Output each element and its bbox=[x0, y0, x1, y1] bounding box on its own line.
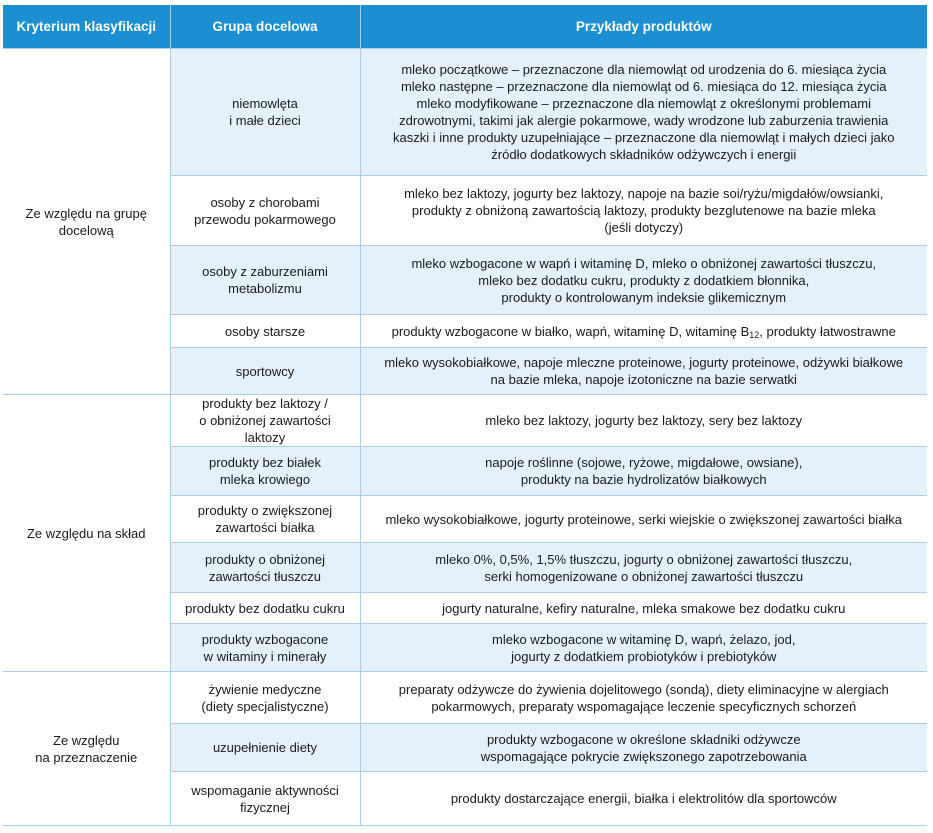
target-group-cell: osoby starsze bbox=[170, 315, 360, 348]
criterion-cell: Ze względu na przeznaczenie bbox=[3, 672, 170, 826]
criterion-cell: Ze względu na grupę docelową bbox=[3, 49, 170, 395]
target-group-cell: sportowcy bbox=[170, 348, 360, 395]
table-row bbox=[3, 672, 927, 724]
header-target-group: Grupa docelowa bbox=[170, 5, 360, 49]
examples-cell: napoje roślinne (sojowe, ryżowe, migdałowe, owsiane), produkty na bazie hydrolizatów białkowych bbox=[360, 447, 927, 496]
examples-cell: mleko wzbogacone w witaminę D, wapń, żelazo, jod, jogurty z dodatkiem probiotyków i prebiotyków bbox=[360, 624, 927, 672]
table-row bbox=[3, 395, 927, 447]
target-group-cell: produkty bez białek mleka krowiego bbox=[170, 447, 360, 496]
classification-table bbox=[3, 5, 927, 826]
target-group-cell: produkty o obniżonej zawartości tłuszczu bbox=[170, 543, 360, 593]
table-row bbox=[3, 49, 927, 176]
criterion-cell: Ze względu na skład bbox=[3, 395, 170, 672]
examples-text: produkty wzbogacone w białko, wapń, witaminę D, witaminę B bbox=[391, 323, 750, 339]
target-group-cell: produkty o zwiększonej zawartości białka bbox=[170, 496, 360, 543]
target-group-cell: uzupełnienie diety bbox=[170, 724, 360, 772]
examples-cell: produkty wzbogacone w określone składniki odżywcze wspomagające pokrycie zwiększonego zapotrzebowania bbox=[360, 724, 927, 772]
target-group-cell: produkty wzbogacone w witaminy i minerały bbox=[170, 624, 360, 672]
target-group-cell: żywienie medyczne (diety specjalistyczne) bbox=[170, 672, 360, 724]
examples-cell: mleko bez laktozy, jogurty bez laktozy, napoje na bazie soi/ryżu/migdałów/owsianki, produkty z obniżoną zawartością laktozy, produkty bezglutenowe na bazie mleka (jeśli dotyczy) bbox=[360, 176, 927, 246]
examples-cell: mleko wzbogacone w wapń i witaminę D, mleko o obniżonej zawartości tłuszczu, mleko bez dodatku cukru, produkty z dodatkiem błonnika, produkty o kontrolowanym indeksie glikemicznym bbox=[360, 246, 927, 315]
vitamin-subscript: 12 bbox=[749, 329, 760, 340]
examples-cell: mleko wysokobiałkowe, jogurty proteinowe, serki wiejskie o zwiększonej zawartości białka bbox=[360, 496, 927, 543]
target-group-cell: osoby z chorobami przewodu pokarmowego bbox=[170, 176, 360, 246]
header-row bbox=[3, 5, 927, 49]
examples-cell: mleko początkowe – przeznaczone dla niemowląt od urodzenia do 6. miesiąca życia mleko następne – przeznaczone dla niemowląt od 6. miesiąca do 12. miesiąca życia mleko modyfikowane – przeznaczone dla niemowląt z określonymi problemami zdrowotnymi, takimi jak alergie pokarmowe, wady wrodzone lub zaburzenia trawienia kaszki i inne produkty uzupełniające – przeznaczone dla niemowląt i małych dzieci jako źródło dodatkowych składników odżywczych i energii bbox=[360, 49, 927, 176]
examples-cell: mleko wysokobiałkowe, napoje mleczne proteinowe, jogurty proteinowe, odżywki białkowe na bazie mleka, napoje izotoniczne na bazie serwatki bbox=[360, 348, 927, 395]
examples-cell: jogurty naturalne, kefiry naturalne, mleka smakowe bez dodatku cukru bbox=[360, 593, 927, 624]
examples-cell: mleko bez laktozy, jogurty bez laktozy, sery bez laktozy bbox=[360, 395, 927, 447]
examples-cell: mleko 0%, 0,5%, 1,5% tłuszczu, jogurty o obniżonej zawartości tłuszczu, serki homogenizowane o obniżonej zawartości tłuszczu bbox=[360, 543, 927, 593]
target-group-cell: produkty bez laktozy / o obniżonej zawartości laktozy bbox=[170, 395, 360, 447]
target-group-cell: produkty bez dodatku cukru bbox=[170, 593, 360, 624]
header-criterion: Kryterium klasyfikacji bbox=[3, 5, 170, 49]
examples-text: , produkty łatwostrawne bbox=[759, 323, 896, 339]
target-group-cell: niemowlęta i małe dzieci bbox=[170, 49, 360, 176]
target-group-cell: wspomaganie aktywności fizycznej bbox=[170, 772, 360, 826]
header-product-examples: Przykłady produktów bbox=[360, 5, 927, 49]
examples-cell: produkty dostarczające energii, białka i elektrolitów dla sportowców bbox=[360, 772, 927, 826]
examples-cell: preparaty odżywcze do żywienia dojelitowego (sondą), diety eliminacyjne w alergiach pokarmowych, preparaty wspomagające leczenie specyficznych schorzeń bbox=[360, 672, 927, 724]
target-group-cell: osoby z zaburzeniami metabolizmu bbox=[170, 246, 360, 315]
examples-cell bbox=[360, 315, 927, 348]
